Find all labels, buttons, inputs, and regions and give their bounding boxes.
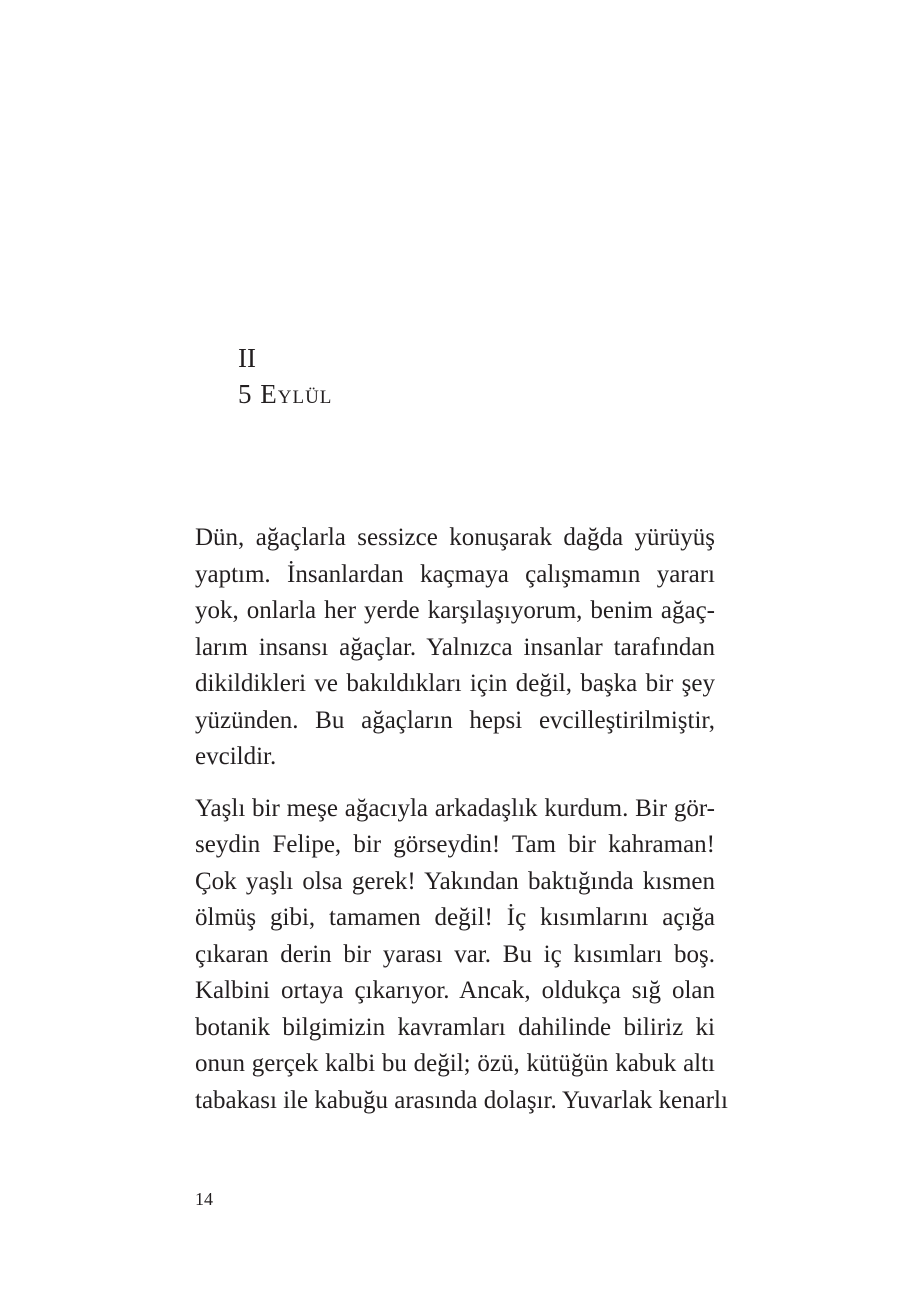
text-line: tabakası ile kabuğu arasında dolaşır. Yuvarlak kenarlı bbox=[195, 1086, 728, 1114]
text-line: seydin Felipe, bir görseydin! Tam bir kahraman! bbox=[195, 831, 715, 858]
text-line: çıkaran derin bir yarası var. Bu iç kısımları boş. bbox=[195, 940, 715, 968]
body-text bbox=[195, 520, 728, 1156]
text-line: botanik bilgimizin kavramları dahilinde biliriz ki bbox=[195, 1013, 715, 1041]
text-line bbox=[195, 1119, 715, 1156]
text-line: dikildikleri ve bakıldıkları için değil, başka bir şey bbox=[195, 670, 715, 697]
text-line: ölmüş gibi, tamamen değil! İç kısımlarını açığa bbox=[195, 904, 715, 931]
text-line: Dün, ağaçlarla sessizce konuşarak dağda yürüyüş bbox=[195, 524, 715, 551]
page-number: 14 bbox=[195, 1189, 213, 1209]
text-line: Çok yaşlı olsa gerek! Yakından baktığında kısmen bbox=[195, 867, 715, 895]
chapter-date: 5 Eylül bbox=[238, 379, 333, 409]
text-line: Kalbini ortaya çıkarıyor. Ancak, oldukça sığ olan bbox=[195, 977, 715, 1004]
text-line: evcildir. bbox=[195, 743, 277, 770]
paragraph-spacer bbox=[195, 776, 715, 791]
text-line: yüzünden. Bu ağaçların hepsi evcilleştirilmiştir, bbox=[195, 706, 715, 734]
text-line: yok, onlarla her yerde karşılaşıyorum, benim ağaç- bbox=[195, 597, 715, 624]
text-line: Yaşlı bir meşe ağacıyla arkadaşlık kurdum. Bir gör- bbox=[195, 794, 715, 822]
paragraph-1 bbox=[195, 520, 715, 776]
text-line: larım insansı ağaçlar. Yalnızca insanlar tarafından bbox=[195, 633, 715, 661]
chapter-number: II bbox=[238, 343, 256, 373]
paragraph-2 bbox=[195, 791, 728, 1156]
chapter-heading bbox=[238, 340, 332, 412]
text-line: onun gerçek kalbi bu değil; özü, kütüğün kabuk altı bbox=[195, 1050, 715, 1077]
text-line: yaptım. İnsanlardan kaçmaya çalışmamın yararı bbox=[195, 560, 715, 588]
